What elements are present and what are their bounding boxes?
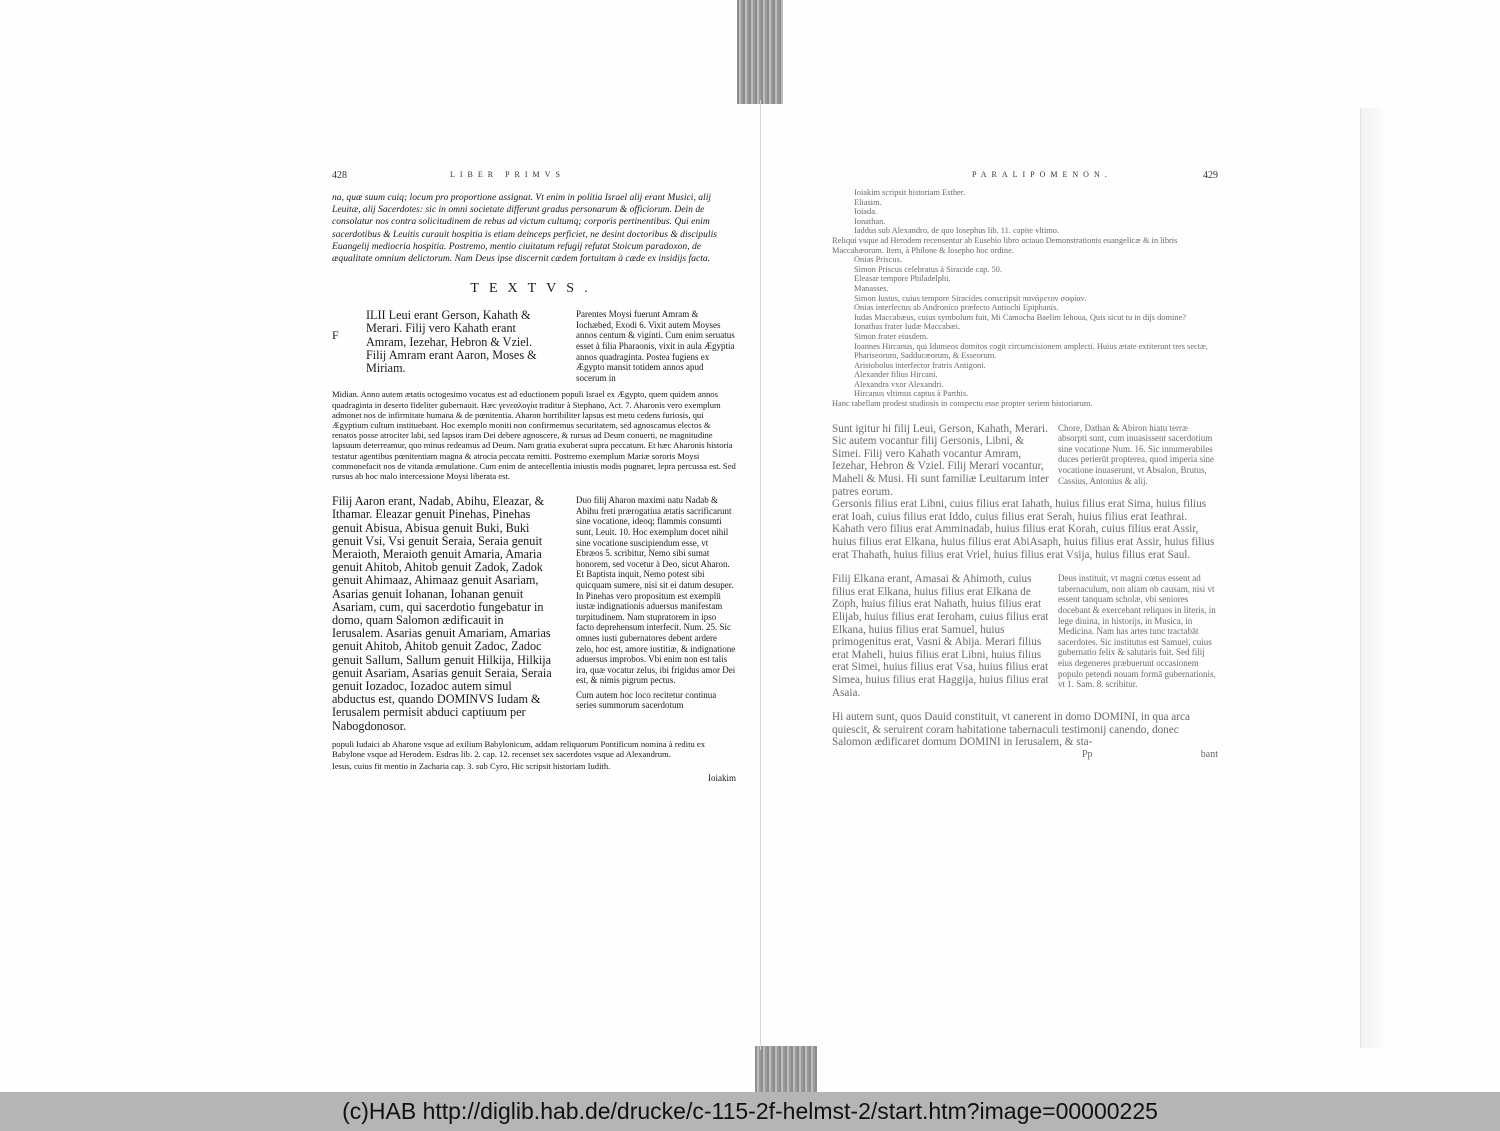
commentary-paragraph-3: Iesus, cuius fit mentio in Zacharia cap. 3. sub Cyro, Hic scripsit historiam Iudith. xyxy=(332,761,611,772)
textus-paragraph-5: Hi autem sunt, quos Dauid constituit, vt canerent in domo DOMINI, in qua arca quiescit, & seruirent coram habitatione tabernaculi testimonij canendo, donec Salomon ædificaret domum DOMINI in Ierusalem, & sta- xyxy=(832,711,1190,749)
page-edge xyxy=(1360,108,1383,1048)
running-header-right xyxy=(832,170,1218,188)
list-item: Iaddus sub Alexandro, de quo Iosephus lib. 11. capite vltimo. xyxy=(854,226,1060,236)
textus-paragraph-3: Sunt igitur hi filij Leui, Gerson, Kahath, Merari. Sic autem vocantur filij Gersonis, Libni, & Simei. Filij vero Kahath vocantur Amram, Iezehar, Hebron & Vziel. Filij Merari vocantur, Maheli & Musi. Hi sunt familiæ Leuitarum inter patres eorum. xyxy=(832,422,1049,498)
list-item: Simon frater eiusdem. xyxy=(854,331,929,341)
textus-block-1 xyxy=(332,309,736,383)
side-note-3: Cum autem hoc loco recitetur continua series summorum sacerdotum xyxy=(576,689,717,711)
side-note-1: Parentes Moysi fuerunt Amram & Iochæbed, Exodi 6. Vixit autem Moyses annos centum & viginti. Cum enim seruatus esset à filia Pharaonis, vixit in aula Ægyptia annos quadraginta. Postea fugiens ex Ægypto mansit totidem annos apud socerum in xyxy=(576,309,735,383)
textus-paragraph-4: Filij Elkana erant, Amasai & Ahimoth, cuius filius erat Elkana, huius filius erat Elkana de Zoph, huius filius erat Nahath, huius filius erat Elijab, huius filius erat Ieroham, cuius filius erat Elkana, huius filius erat Samuel, huius primogenitus erat, Vasni & Abija. Merari filius erat Maheli, huius filius erat Libni, huius filius erat Simei, huius filius erat Vsa, huius filius erat Simea, huius filius erat Haggija, huius filius erat Asaia. xyxy=(832,573,1049,699)
textus-block-2 xyxy=(332,495,736,733)
running-head-title-right: PARALIPOMENON. xyxy=(972,170,1112,179)
side-note-4: Chore, Dathan & Abiron hiatu terræ absorpti sunt, cum inuasissent sacerdotium sine vocatione Num. 16. Sic innumerabiles duces perierūt propterea, quod imperia sine vocatione inuaserunt, vt Absalon, Brutus, Cassius, Antonius & alij. xyxy=(1058,422,1214,486)
list-item: Ioiada. xyxy=(854,207,878,217)
textus-paragraph-2: Filij Aaron erant, Nadab, Abihu, Eleazar, & Ithamar. Eleazar genuit Pinehas, Pinehas genuit Abisua, Abisua genuit Buki, Buki genuit Vsi, Vsi genuit Seraia, Seraia genuit Meraioth, Meraioth genuit Amaria, Amaria genuit Ahitob, Ahitob genuit Zadok, Zadok genuit Ahimaaz, Ahimaaz genuit Asariam, Asarias genuit Iohanan, Iohanan genuit Asariam, cum, qui sacerdotio fungebatur in domo, quam Salomon ædificauit in Ierusalem. Asarias genuit Amariam, Amarias genuit Ahitob, Ahitob genuit Zadoc, Zadoc genuit Sallum, Sallum genuit Hilkija, Hilkija genuit Asariam, Asarias genuit Seraia, Seraia genuit Iozadoc, Iozadoc autem simul abductus est, quando DOMINVS Iudam & Ierusalem permisit abduci captiuum per Nabogdonosor. xyxy=(332,494,552,733)
side-note-5: Deus instituit, vt magni cœtus essent ad tabernaculum, non aliam ob causam, nisi vt essent tanquam scholæ, vbi seniores docebant & exercebant reliquos in literis, in lege diuina, in historijs, in Musica, in Medicina. Nam has artes tunc tractabāt sacerdotes. Sic institutus est Samuel, cuius gubernatio felix & salutaris fuit. Sed filij eius degeneres præbuerunt occasionem populo petendi nouam formā gubernationis, vt 1. Sam. 8. scribitur. xyxy=(1058,573,1216,690)
textus-block-4 xyxy=(832,573,1218,699)
list-item: Manasses. xyxy=(854,283,889,293)
commentary-paragraph-2: populi Iudaici ab Aharone vsque ad exilium Babylonicum, addam reliquorum Pontificum nomina à reditu ex Babylone vsque ad Herodem. Esdras lib. 2. cap. 12. recenset sex sacerdotes vsque ad Alexandrum. xyxy=(332,738,706,760)
list-item: Aristobolus interfector fratris Antigoni. xyxy=(854,360,986,370)
list-note: Reliqui vsque ad Herodem recensentur ab Eusebio libro octauo Demonstrationis euangelicæ & in libris Maccabæorum. Item, à Philone & Iosepho hoc ordine. xyxy=(832,235,1178,255)
footer-credit-text: (c)HAB http://diglib.hab.de/drucke/c-115-2f-helmst-2/start.htm?image=00000225 xyxy=(342,1098,1158,1124)
drop-initial: F xyxy=(332,328,339,343)
textus-paragraph-3b: Gersonis filius erat Libni, cuius filius erat Iahath, huius filius erat Sima, huius filius erat Ioah, cuius filius erat Iddo, cuius filius erat Serah, huius filius erat Ieathrai. Kahath vero filius erat Amminadab, huius filius erat Korah, cuius filius erat Assir, huius filius erat Elkana, huius filius erat AbiAsaph, huius filius erat Assir, huius filius erat Thahath, huius filius erat Vriel, huius filius erat Vsija, huius filius erat Saul. xyxy=(832,498,1215,561)
left-page xyxy=(332,170,736,783)
list-item: Onias Priscus. xyxy=(854,255,902,265)
list-item: Onias interfectus ab Andronico præfecto Antiochi Epiphanis. xyxy=(854,303,1059,313)
list-item: Iudas Maccabæus, cuius symbolum fuit, Mi Camocha Baelim Iehoua, Quis sicut tu in dijs domine? xyxy=(854,312,1186,322)
copyright-footer xyxy=(0,1092,1500,1131)
right-page xyxy=(832,170,1218,763)
catchword-left: Ioiakim xyxy=(708,773,736,784)
list-item: Ioannes Hircanus, qui Idumeos domitos cogit circumcisionem amplecti. Huius ætate extiterunt tres sectæ, Phariseorum, Sadducæorum, & Esseorum. xyxy=(854,341,1208,361)
running-header-left xyxy=(332,170,736,188)
list-item: Hircanus vltimus captus à Parthis. xyxy=(854,389,969,399)
binding-strip-bottom xyxy=(755,1046,817,1092)
textus-block-3 xyxy=(832,423,1218,499)
binding-strip-top xyxy=(737,0,783,104)
page-foot-right xyxy=(832,749,1218,763)
high-priest-list xyxy=(832,188,1218,409)
list-item: Ionathas frater Iudæ Maccabæi. xyxy=(854,322,961,332)
catchword-right: bant xyxy=(1200,748,1218,760)
textus-heading: TEXTVS. xyxy=(470,281,598,297)
list-item: Alexandra vxor Alexandri. xyxy=(854,379,944,389)
textus-paragraph-1: ILII Leui erant Gerson, Kahath & Merari. Filij vero Kahath erant Amram, Iezehar, Hebron & Vziel. Filij Amram erant Aaron, Moses & Miriam. xyxy=(366,308,537,376)
commentary-paragraph-1: Midian. Anno autem ætatis octogesimo vocatus est ad eductionem populi Israel ex Ægypto, quem quidem annos quadraginta in deserto fideliter gubernauit. Hæc γενεαλογία traditur à Stephano, Act. 7. Aharonis vero exemplum admonet nos de infirmitate humana & de pœnitentia. Aharon horribiliter lapsus est metu cedens furiosis, qui Ægyptium cultum instituebant. Hoc exemplo moniti non confirmemus securitatem, sed agnoscamus electos & renatos posse atrociter labi, sed lapsos iram Dei debere agnoscere, & rursus ad Deum conuerti, ne magnitudine lapsuum deterreamur, quo minus redeamus ad Deum. Nam gratia exuberat supra peccatum. Et hæc Aharonis historia testatur agentibus pœnitentiam magna & atrocia peccata remitti. Postremo exemplum Mariæ sororis Moysi commonefacit nos de vitanda æmulatione. Cum enim de antecellentia iniustis modis pugnaret, lepra percussa est. Sed rursus ab hoc malo intercessione Moysi liberata est. xyxy=(332,389,736,481)
list-end-note: Hanc tabellam prodest studiosis in conspectu esse propter seriem historiarum. xyxy=(832,399,1093,409)
list-item: Simon Priscus celebratus à Siracide cap. 50. xyxy=(854,264,1002,274)
intro-commentary: na, quæ suum cuiq; locum pro proportione assignat. Vt enim in politia Israel alij erant Musici, alij Leuitæ, alij Sacerdotes: sic in omni societate differunt gradus personarum & officiorum. Dein de consolatur nos contra solicitudinem de rebus ad victum cultumq; corporis pertinentibus. Qui enim sacerdotibus & Leuitis curauit hospitia is etiam deinceps perficiet, ne desint doctoribus & discipulis Euangelij mediocria hospitia. Postremo, mentio ciuitatum refugij refutat Stoicum paradoxon, de æqualitate omnium delictorum. Nam Deus ipse discernit cædem fortuitam à cæde ex insidijs facta. xyxy=(332,192,717,265)
gutter-fold xyxy=(760,100,761,1050)
side-note-2: Duo filij Aharon maximi natu Nadab & Abihu freti prærogatiua ætatis sacrificarunt sine vocatione, ideoq; flammis consumti sunt, Leuit. 10. Hoc exemplum docet nihil sine vocatione suscipiendum esse, vt Ebræos 5. scribitur, Nemo sibi sumat honorem, sed vocetur à Deo, sicut Aharon. Et Baptista inquit, Nemo potest sibi quicquam sumere, nisi sit ei datum desuper. In Pinehas vero propositum est exemplū iustæ indignationis aduersus manifestam turpitudinem. Nam stupratorem in ipso facto deprehensum interfecit. Num. 25. Sic omnes iusti gubernatores debent ardere zelo, hoc est, amore iustitiæ, & indignatione aduersus improbos. Vbi enim non est talis ira, quæ vocatur zelus, ibi frigidus amor Dei est, & nimis pigrum pectus. xyxy=(576,495,736,686)
list-item: Eleasar tempore Philadelphi. xyxy=(854,274,951,284)
page-number-left: 428 xyxy=(332,170,347,181)
list-item: Ionathan. xyxy=(854,216,886,226)
list-item: Simon Iustus, cuius tempore Siracides conscripsit πανάρετον σοφίαν. xyxy=(854,293,1087,303)
list-item: Ioiakim scripsit historiam Esther. xyxy=(854,188,966,197)
signature-mark: Pp xyxy=(1082,748,1093,760)
page-number-right: 429 xyxy=(1203,170,1218,181)
running-head-title-left: LIBER PRIMVS xyxy=(450,170,565,179)
list-item: Eliasim. xyxy=(854,197,882,207)
list-item: Alexander filius Hircani. xyxy=(854,370,938,380)
